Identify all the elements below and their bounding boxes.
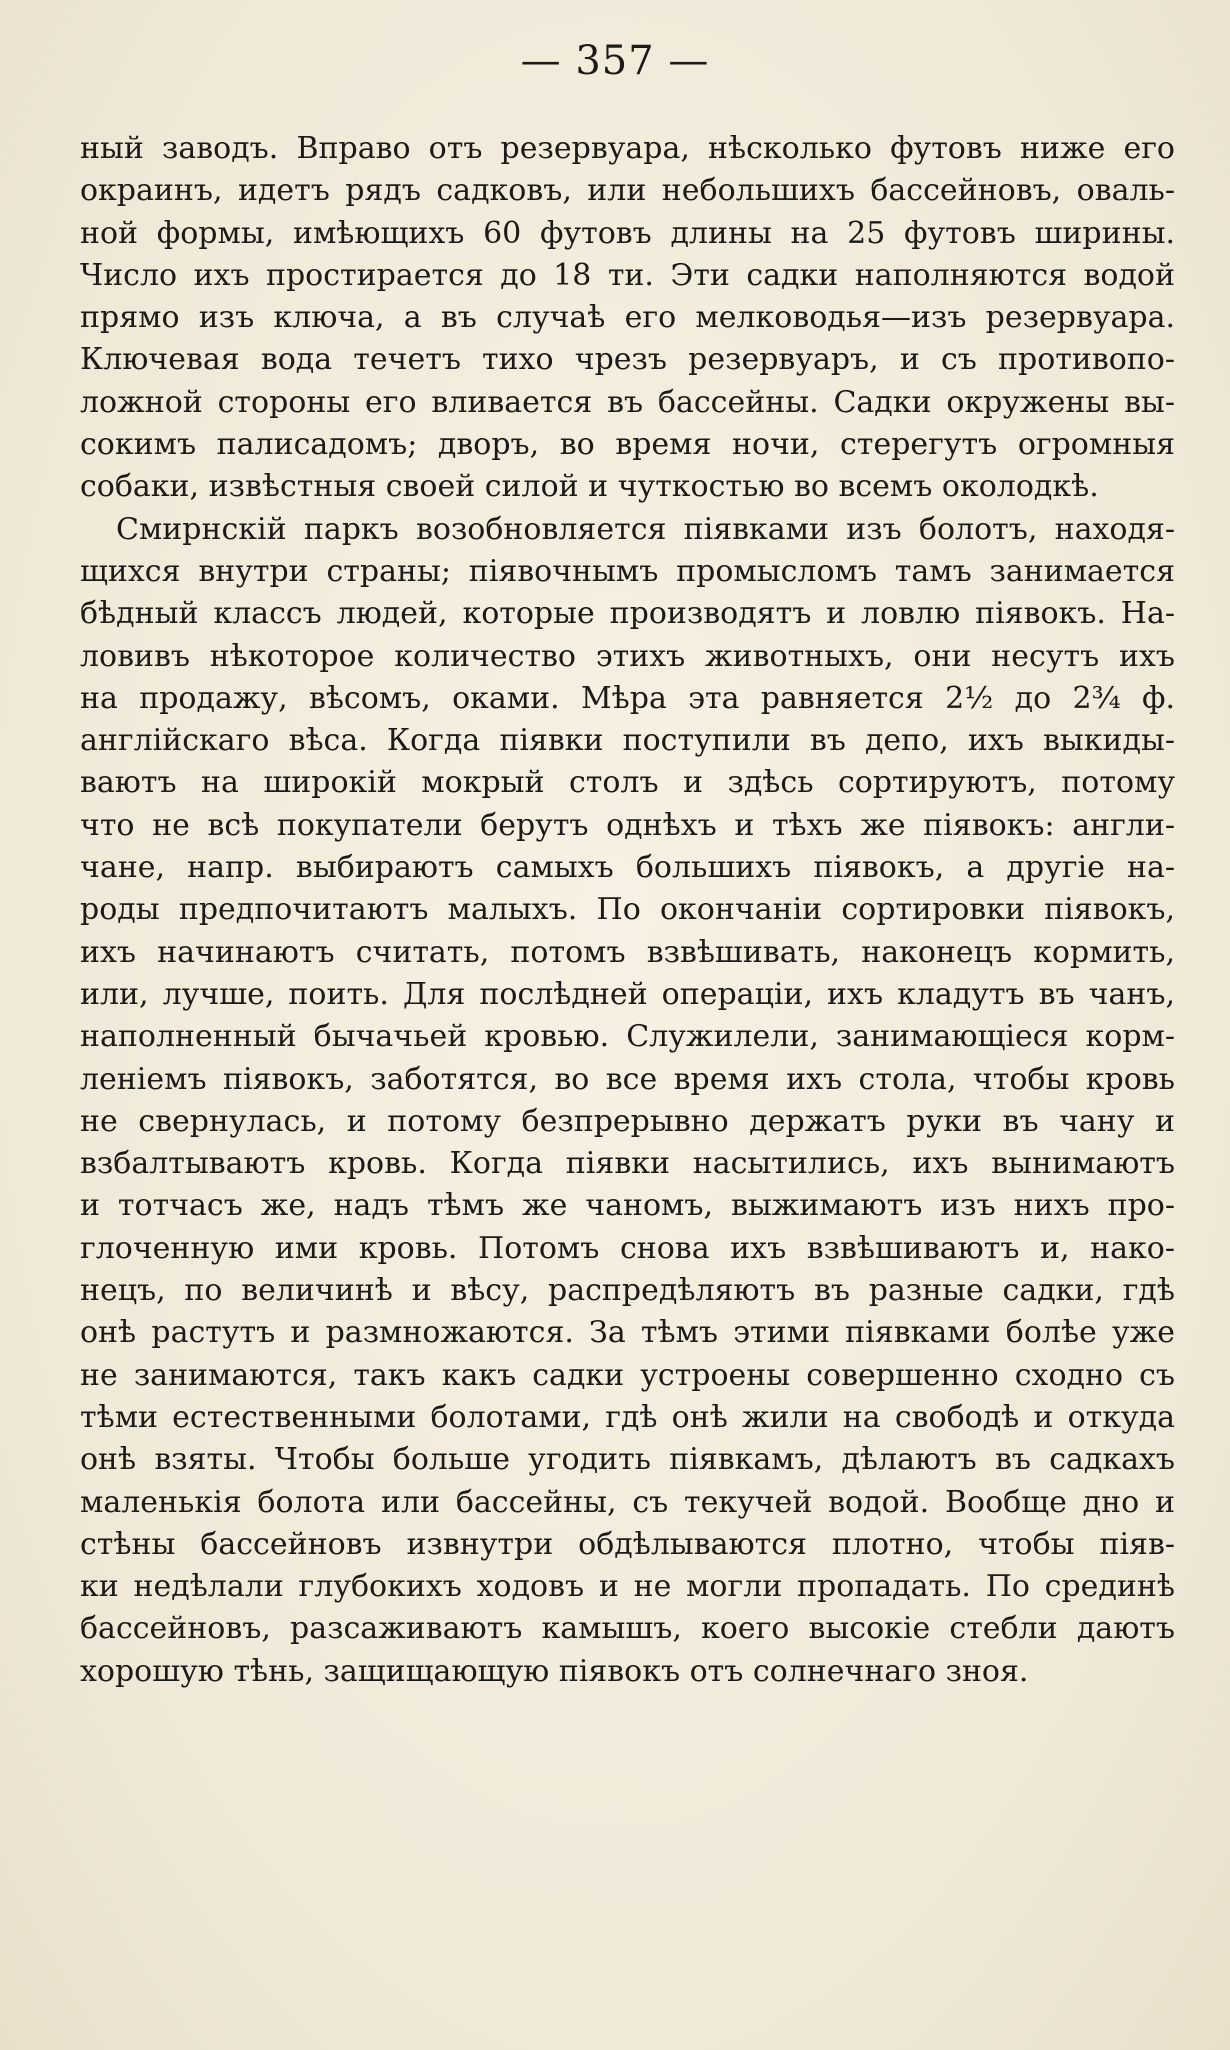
text-line: бѣдный классъ людей, которые производятъ и ловлю піявокъ. На- [80, 596, 1175, 632]
text-line: Ключевая вода течетъ тихо чрезъ резервуаръ, и съ противопо- [80, 342, 1175, 378]
text-line: или, лучше, поить. Для послѣдней операціи, ихъ кладутъ въ чанъ, [80, 976, 1175, 1012]
text-line: наполненный бычачьей кровью. Служилели, занимающіеся корм- [80, 1019, 1175, 1055]
text-line: чане, напр. выбираютъ самыхъ большихъ піявокъ, а другіе на- [80, 850, 1175, 886]
text-line: что не всѣ покупатели берутъ однѣхъ и тѣхъ же піявокъ: англи- [80, 807, 1175, 843]
text-line: ваютъ на широкій мокрый столъ и здѣсь сортируютъ, потому [80, 765, 1175, 801]
text-line: не занимаются, такъ какъ садки устроены совершенно сходно съ [80, 1357, 1175, 1393]
text-line: онѣ растутъ и размножаются. За тѣмъ этими піявками болѣе уже [80, 1315, 1175, 1351]
text-line: ки недѣлали глубокихъ ходовъ и не могли пропадать. По срединѣ [80, 1569, 1175, 1605]
text-line: хорошую тѣнь, защищающую піявокъ отъ солнечнаго зноя. [80, 1653, 1029, 1689]
text-line: и тотчасъ же, надъ тѣмъ же чаномъ, выжимаютъ изъ нихъ про- [80, 1188, 1175, 1224]
page-number: — 357 — [520, 38, 710, 84]
text-line: тѣми естественными болотами, гдѣ онѣ жили на свободѣ и откуда [80, 1399, 1175, 1435]
text-line: прямо изъ ключа, а въ случаѣ его мелководья—изъ резервуара. [80, 300, 1175, 336]
text-line: ный заводъ. Вправо отъ резервуара, нѣсколько футовъ ниже его [80, 131, 1175, 166]
text-line: Число ихъ простирается до 18 ти. Эти садки наполняются водой [80, 257, 1175, 293]
text-line: ихъ начинаютъ считать, потомъ взвѣшивать, наконецъ кормить, [80, 934, 1175, 970]
text-line: маленькія болота или бассейны, съ текучей водой. Вообще дно и [80, 1484, 1175, 1520]
body-text [80, 128, 1175, 1693]
text-line: нецъ, по величинѣ и вѣсу, распредѣляютъ въ разные садки, гдѣ [80, 1273, 1175, 1309]
text-line: щихся внутри страны; піявочнымъ промысломъ тамъ занимается [80, 553, 1175, 589]
text-line: англійскаго вѣса. Когда піявки поступили въ депо, ихъ выкиды- [80, 723, 1175, 759]
text-line: ложной стороны его вливается въ бассейны. Садки окружены вы- [80, 384, 1175, 420]
text-line: онѣ взяты. Чтобы больше угодить піявкамъ, дѣлаютъ въ садкахъ [80, 1442, 1175, 1478]
text-line: ловивъ нѣкоторое количество этихъ животныхъ, они несутъ ихъ [80, 638, 1175, 674]
text-line: на продажу, вѣсомъ, оками. Мѣра эта равняется 2½ до 2¾ ф. [80, 680, 1175, 716]
text-line: ной формы, имѣющихъ 60 футовъ длины на 25 футовъ ширины. [80, 215, 1175, 251]
text-line: бассейновъ, разсаживаютъ камышъ, коего высокіе стебли даютъ [80, 1611, 1175, 1647]
text-line: собаки, извѣстныя своей силой и чуткостью во всемъ околодкѣ. [80, 469, 1099, 505]
text-line: роды предпочитаютъ малыхъ. По окончаніи сортировки піявокъ, [80, 892, 1175, 928]
text-line: леніемъ піявокъ, заботятся, во все время ихъ стола, чтобы кровь [80, 1061, 1175, 1097]
text-line: сокимъ палисадомъ; дворъ, во время ночи, стерегутъ огромныя [80, 427, 1175, 463]
text-line: окраинъ, идетъ рядъ садковъ, или небольшихъ бассейновъ, оваль- [80, 173, 1175, 209]
paragraph-start-line: Смирнскій паркъ возобновляется піявками изъ болотъ, находя- [116, 511, 1175, 547]
text-line: взбалтываютъ кровь. Когда піявки насытились, ихъ вынимаютъ [80, 1146, 1175, 1182]
text-line: стѣны бассейновъ извнутри обдѣлываются плотно, чтобы піяв- [80, 1526, 1175, 1562]
text-line: глоченную ими кровь. Потомъ снова ихъ взвѣшиваютъ и, нако- [80, 1230, 1175, 1266]
text-line: не свернулась, и потому безпрерывно держатъ руки въ чану и [80, 1103, 1175, 1139]
